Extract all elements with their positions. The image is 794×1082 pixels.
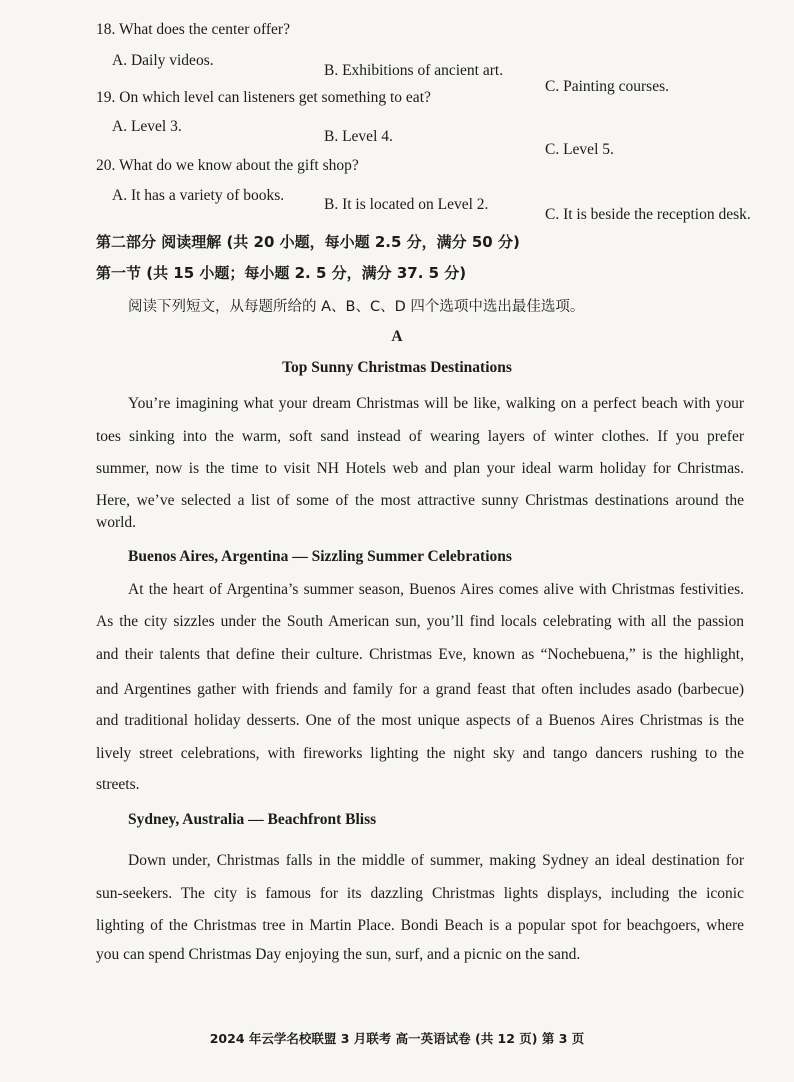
paragraph-line: and Argentines gather with friends and family for a grand feast that often includes asado (barbecue) (96, 681, 744, 698)
question-18-option-b: B. Exhibitions of ancient art. (324, 62, 504, 79)
section-heading-buenos-aires: Buenos Aires, Argentina — Sizzling Summer Celebrations (128, 548, 512, 565)
question-18-stem: 18. What does the center offer? (96, 21, 290, 38)
paragraph-line: streets. (96, 776, 140, 793)
section-one-title: 第一节 (共 15 小题；每小题 2. 5 分，满分 37. 5 分) (96, 264, 467, 282)
intro-line: summer, now is the time to visit NH Hotels web and plan your ideal warm holiday for Christmas. (96, 460, 744, 477)
question-20-option-c: C. It is beside the reception desk. (545, 206, 751, 223)
question-20-option-a: A. It has a variety of books. (112, 187, 285, 204)
question-18-option-a: A. Daily videos. (112, 52, 214, 69)
question-19-option-b: B. Level 4. (324, 128, 393, 145)
paragraph-line: sun-seekers. The city is famous for its dazzling Christmas lights displays, including the iconic (96, 885, 744, 902)
paragraph-line: and their talents that define their culture. Christmas Eve, known as “Nochebuena,” is the highlight, (96, 646, 744, 663)
paragraph-line: you can spend Christmas Day enjoying the sun, surf, and a picnic on the sand. (96, 946, 581, 963)
passage-letter: A (391, 328, 403, 345)
question-19-option-a: A. Level 3. (112, 118, 182, 135)
paragraph-line: and traditional holiday desserts. One of the most unique aspects of a Buenos Aires Christmas is the (96, 712, 744, 729)
paragraph-line: As the city sizzles under the South American sun, you’ll find locals celebrating with all the passion (96, 613, 744, 630)
page-footer: 2024 年云学名校联盟 3 月联考 高一英语试卷 (共 12 页) 第 3 页 (209, 1031, 585, 1046)
intro-line: You’re imagining what your dream Christmas will be like, walking on a perfect beach with your (128, 395, 744, 412)
reading-instruction: 阅读下列短文，从每题所给的 A、B、C、D 四个选项中选出最佳选项。 (128, 299, 585, 315)
paragraph-line: lighting of the Christmas tree in Martin Place. Bondi Beach is a popular spot for beachgoers, where (96, 917, 744, 934)
question-20-option-b: B. It is located on Level 2. (324, 196, 489, 213)
part-two-title: 第二部分 阅读理解 (共 20 小题，每小题 2.5 分，满分 50 分) (96, 233, 520, 251)
question-18-option-c: C. Painting courses. (545, 78, 669, 95)
paragraph-line: Down under, Christmas falls in the middle of summer, making Sydney an ideal destination for (128, 852, 744, 869)
intro-line: toes sinking into the warm, soft sand instead of wearing layers of winter clothes. If you prefer (96, 428, 744, 445)
question-19-option-c: C. Level 5. (545, 141, 614, 158)
paragraph-line: lively street celebrations, with fireworks lighting the night sky and tango dancers rushing to the (96, 745, 744, 762)
intro-line: world. (96, 514, 137, 531)
article-title: Top Sunny Christmas Destinations (282, 359, 512, 376)
question-19-stem: 19. On which level can listeners get something to eat? (96, 89, 431, 106)
intro-line: Here, we’ve selected a list of some of the most attractive sunny Christmas destinations around the (96, 492, 744, 509)
question-20-stem: 20. What do we know about the gift shop? (96, 157, 359, 174)
paragraph-line: At the heart of Argentina’s summer season, Buenos Aires comes alive with Christmas festivities. (128, 581, 744, 598)
section-heading-sydney: Sydney, Australia — Beachfront Bliss (128, 811, 377, 828)
